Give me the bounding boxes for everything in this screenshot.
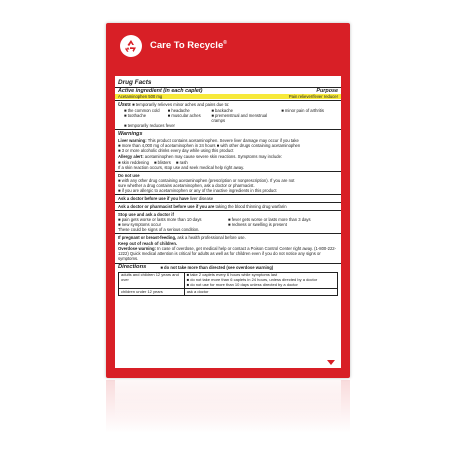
liver-item: ■ more than 4,000 mg of acetaminophen in 24 hours ■ with other drugs containing acetaminophen [118, 143, 301, 149]
uses-item: ■ toothache [124, 113, 147, 119]
directions-item: ■ do not use for more than 10 days unless directed by a doctor [186, 282, 298, 288]
stop-use-heading: Stop use and ask a doctor if [118, 211, 174, 217]
active-ingredient-row [115, 94, 341, 99]
directions-what [184, 272, 337, 288]
directions-warning: ■ do not take more than directed (see overdose warning) [160, 264, 274, 270]
box-reflection [106, 380, 350, 456]
allergy-item: ■ skin reddening [118, 159, 149, 165]
keep-out-of-reach: Keep out of reach of children. [118, 240, 178, 246]
panel-reflection [115, 380, 341, 420]
warnings-heading: Warnings [118, 131, 143, 138]
table-row [119, 272, 338, 288]
allergy-after: If a skin reaction occurs, stop use and seek medical help right away. [118, 164, 245, 170]
uses-item: ■ the common cold [124, 108, 160, 114]
stop-use-section [115, 211, 341, 233]
allergy-item: ■ rash [175, 159, 188, 165]
ask-pharmacist-text: taking the blood thinning drug warfarin [215, 203, 287, 209]
liver-warning-label: Liver warning: [118, 137, 147, 143]
stop-use-item: ■ pain gets worse or lasts more than 10 days [118, 216, 202, 222]
uses-item: ■ muscular aches [167, 113, 201, 119]
uses-fever: ■ temporarily reduces fever [124, 123, 175, 129]
overdose-label: Overdose warning: [118, 246, 156, 252]
do-not-use-item: ■ with any other drug containing acetaminophen (prescription or nonprescription). If you are not [118, 177, 295, 183]
pregnant-label: If pregnant or breast-feeding, [118, 235, 177, 241]
pregnant-text: ask a health professional before use. [177, 235, 246, 241]
warnings-section [115, 130, 341, 170]
care-to-recycle-badge [120, 34, 227, 58]
directions-who: children under 12 years [119, 289, 185, 296]
registered-mark: ® [223, 40, 227, 47]
liver-warning-text: This product contains acetaminophen. Severe liver damage may occur if you take [147, 137, 299, 143]
directions-item: ■ take 2 caplets every 6 hours while symptoms last [186, 272, 278, 278]
allergy-alert-text: acetaminophen may cause severe skin reactions. Symptoms may include: [144, 153, 283, 159]
active-ingredient-heading: Active ingredient (in each caplet) [118, 88, 203, 94]
directions-table [118, 272, 338, 296]
triangle-down-icon [327, 360, 335, 365]
do-not-use-item: sure whether a drug contains acetaminophen, ask a doctor or pharmacist. [118, 182, 255, 188]
liver-item: ■ 3 or more alcoholic drinks every day while using this product [118, 148, 234, 154]
stop-use-item: ■ new symptoms occur [118, 221, 162, 227]
active-ingredient: Acetaminophen 500 mg [118, 94, 163, 99]
uses-intro: ■ temporarily relieves minor aches and pains due to: [132, 102, 230, 108]
do-not-use-item: ■ if you are allergic to acetaminophen or any of the inactive ingredients in this product [118, 187, 277, 193]
do-not-use-heading: Do not use [118, 172, 140, 178]
directions-item: ask a doctor [184, 289, 337, 296]
ask-pharmacist-section [115, 203, 341, 210]
uses-item: ■ headache [167, 108, 190, 114]
uses-heading: Uses [118, 102, 131, 109]
recycle-icon [120, 35, 142, 57]
allergy-alert-label: Allergy alert: [118, 153, 144, 159]
purpose: Pain reliever/fever reducer [288, 94, 338, 99]
ask-doctor-text: liver disease [189, 195, 214, 201]
drug-facts-title: Drug Facts [118, 79, 152, 86]
table-row [119, 289, 338, 296]
uses-item: ■ minor pain of arthritis [281, 108, 325, 114]
directions-heading: Directions [118, 263, 147, 270]
product-box-back [106, 23, 350, 378]
directions-section [115, 264, 341, 297]
overdose-text: In case of overdose, get medical help or contact a Poison Control Center right away. (1-800-222-1222) Quick medical attention is critical for adults as well as for children even if you do not notice any signs or symptoms. [118, 246, 337, 262]
stop-use-item: ■ fever gets worse or lasts more than 3 days [228, 216, 311, 222]
drug-facts-panel [115, 76, 341, 368]
recycle-label: Care To Recycle® [150, 40, 227, 52]
directions-who: adults and children 12 years and over [119, 272, 185, 288]
uses-item: ■ backache [211, 108, 233, 114]
ask-doctor-label: Ask a doctor before use if you have [118, 195, 189, 201]
purpose-heading: Purpose [316, 88, 338, 94]
uses-section [115, 101, 341, 129]
directions-item: ■ do not take more than 6 caplets in 24 hours, unless directed by a doctor [186, 277, 318, 283]
ask-doctor-section [115, 195, 341, 202]
ask-pharmacist-label: Ask a doctor or pharmacist before use if you are [118, 203, 215, 209]
allergy-item: ■ blisters [153, 159, 171, 165]
stop-use-item: ■ redness or swelling is present [228, 221, 287, 227]
uses-item: ■ premenstrual and menstrual cramps [211, 113, 268, 124]
do-not-use-section [115, 172, 341, 194]
pregnancy-section [115, 234, 341, 263]
stop-use-after: These could be signs of a serious condition. [118, 226, 200, 232]
